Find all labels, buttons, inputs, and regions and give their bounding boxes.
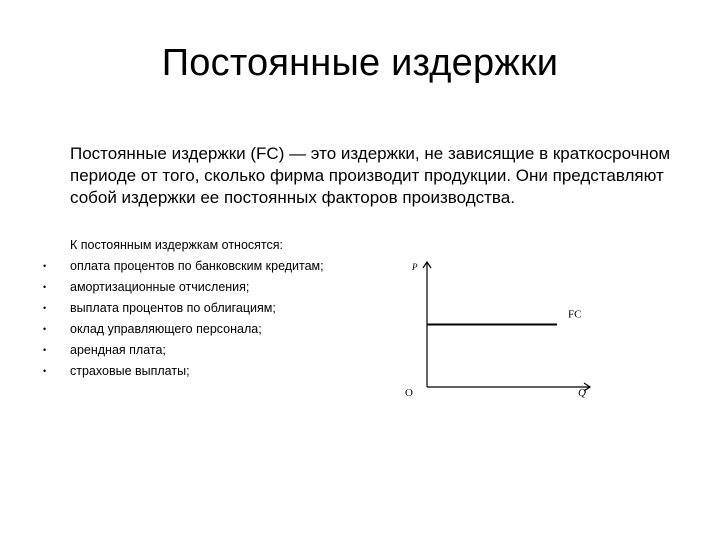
fixed-cost-chart-svg [404,252,614,404]
list-intro: К постоянным издержкам относятся: [70,238,284,252]
fc-series-label: FC [568,308,582,321]
list-item-text: оклад управляющего персонала; [70,322,262,336]
bullet-icon: • [43,366,47,376]
bullet-icon: • [43,345,47,355]
bullet-icon: • [43,324,47,334]
definition-term: Постоянные издержки (FC) [70,144,285,163]
bullet-icon: • [43,303,47,313]
definition-text: — это издержки, не зависящие в краткосрочном периоде от того, сколько фирма производит продукции. Они представляют собой издержки ее постоянных факторов производства. [70,144,671,207]
list-item-text: оплата процентов по банковским кредитам; [70,259,324,273]
list-item-text: арендная плата; [70,343,166,357]
list-item [0,258,324,279]
list-item [0,363,324,384]
fixed-costs-list [0,258,324,384]
bullet-icon: • [43,261,47,271]
list-item-text: страховые выплаты; [70,364,190,378]
list-item [0,321,324,342]
list-item [0,279,324,300]
list-item-text: выплата процентов по облигациям; [70,301,276,315]
list-item [0,300,324,321]
y-axis-label: P [412,262,418,272]
bullet-icon: • [43,282,47,292]
list-item-text: амортизационные отчисления; [70,280,250,294]
origin-label: O [405,387,413,399]
fixed-cost-chart [404,252,614,404]
list-item [0,342,324,363]
definition-paragraph [70,143,680,209]
slide-title: Постоянные издержки [161,42,559,84]
x-axis-label: Q [578,387,586,399]
